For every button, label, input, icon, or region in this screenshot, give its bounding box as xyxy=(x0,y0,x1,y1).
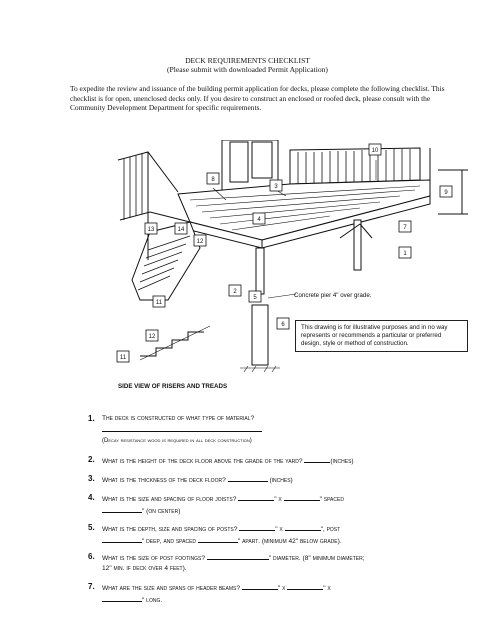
question-2 xyxy=(88,455,478,467)
svg-text:11: 11 xyxy=(155,300,163,306)
callout-10 xyxy=(369,144,381,155)
callout-12-side xyxy=(146,330,158,341)
document-subtitle: (Please submit with downloaded Permit Application) xyxy=(167,65,328,74)
question-number: 7. xyxy=(88,582,95,591)
question-note: (Decay resistance wood is required in all deck construction) xyxy=(102,438,252,444)
beam-size-blank[interactable] xyxy=(242,582,278,590)
post-spacing-blank[interactable] xyxy=(198,535,238,543)
svg-text:13: 13 xyxy=(147,227,155,233)
footing-size-blank[interactable] xyxy=(207,552,269,560)
beam-length-blank[interactable] xyxy=(102,594,142,602)
question-4: 4. What is the size and spacing of floor joists? " x " spaced " (on center) xyxy=(88,493,344,515)
callout-4 xyxy=(253,213,265,224)
question-number: 5. xyxy=(88,523,95,532)
svg-text:7: 7 xyxy=(403,225,407,231)
question-number: 1. xyxy=(88,414,95,423)
joist-size-blank[interactable] xyxy=(238,493,274,501)
svg-text:4: 4 xyxy=(257,217,261,223)
callout-3 xyxy=(270,180,282,191)
post-size-blank[interactable] xyxy=(239,523,275,531)
callout-14 xyxy=(175,223,187,234)
unit-label: (inches) xyxy=(269,477,293,484)
intro-paragraph: To expedite the review and issuance of the building permit application for decks, please complete the following checklist. This checklist is for open, unenclosed decks only. If you desire to construct an enclosed or roofed deck, please consult with the Community Development Department for specific requirements. xyxy=(70,84,445,113)
callout-7 xyxy=(399,221,411,232)
svg-text:3: 3 xyxy=(274,184,278,190)
svg-text:2: 2 xyxy=(233,289,237,295)
question-5: 5. What is the depth, size and spacing of posts? " x ", post " deep, and spaced " apart. (minimum 42" below grade). xyxy=(88,523,342,545)
deck-thickness-blank[interactable] xyxy=(228,474,268,482)
joist-spacing-blank[interactable] xyxy=(102,505,142,513)
illustration-disclaimer: This drawing is for illustrative purposes and in no way represents or recommends a particular or preferred design, style or method of construction. xyxy=(295,320,468,352)
material-blank[interactable] xyxy=(102,424,262,432)
beam-size-blank-2[interactable] xyxy=(287,582,323,590)
question-text: What is the depth, size and spacing of posts? xyxy=(102,526,238,533)
concrete-pier-label: Concrete pier 4" over grade. xyxy=(294,292,372,299)
question-text: What is the thickness of the deck floor? xyxy=(102,477,226,484)
svg-text:12: 12 xyxy=(196,239,204,245)
question-text: What is the size of post footings? xyxy=(102,555,206,562)
svg-text:14: 14 xyxy=(177,227,185,233)
post-depth-blank[interactable] xyxy=(102,535,142,543)
question-1 xyxy=(88,414,478,446)
question-text: What is the size and spacing of floor joists? xyxy=(102,496,237,503)
svg-text:10: 10 xyxy=(371,148,379,154)
deck-height-blank[interactable] xyxy=(304,455,330,463)
callout-1 xyxy=(399,247,411,258)
callout-8 xyxy=(207,173,219,184)
question-number: 4. xyxy=(88,493,95,502)
svg-text:5: 5 xyxy=(253,295,257,301)
svg-text:12: 12 xyxy=(148,334,156,340)
question-6: 6. What is the size of post footings? " diameter. (8" minimum diameter; 12" min. if deck over 4 feet). xyxy=(88,552,365,572)
deck-diagram xyxy=(0,140,495,390)
question-text: What are the size and spans of header beams? xyxy=(102,585,240,592)
question-text: What is the height of the deck floor above the grade of the yard? xyxy=(102,458,303,465)
callout-6 xyxy=(277,318,289,329)
callout-11-side xyxy=(117,351,129,362)
callout-2 xyxy=(229,285,241,296)
post-size-blank-2[interactable] xyxy=(285,523,321,531)
question-number: 3. xyxy=(88,474,95,483)
question-7: 7. What are the size and spans of header beams? " x " x " long. xyxy=(88,582,331,604)
question-3 xyxy=(88,474,478,486)
svg-text:9: 9 xyxy=(444,190,448,196)
callout-11 xyxy=(153,296,165,307)
question-number: 6. xyxy=(88,552,95,561)
question-text: The deck is constructed of what type of material? xyxy=(102,415,255,422)
question-number: 2. xyxy=(88,455,95,464)
joist-size-blank-2[interactable] xyxy=(284,493,320,501)
svg-text:1: 1 xyxy=(403,251,407,257)
callout-5 xyxy=(249,291,261,302)
svg-text:8: 8 xyxy=(211,177,215,183)
callout-12 xyxy=(194,235,206,246)
document-title: DECK REQUIREMENTS CHECKLIST xyxy=(185,56,310,65)
callout-13 xyxy=(145,223,157,234)
svg-text:6: 6 xyxy=(281,322,285,328)
callout-9 xyxy=(440,186,452,197)
svg-text:11: 11 xyxy=(119,355,127,361)
unit-label: (inches) xyxy=(330,458,354,465)
side-view-label: SIDE VIEW OF RISERS AND TREADS xyxy=(118,383,228,390)
